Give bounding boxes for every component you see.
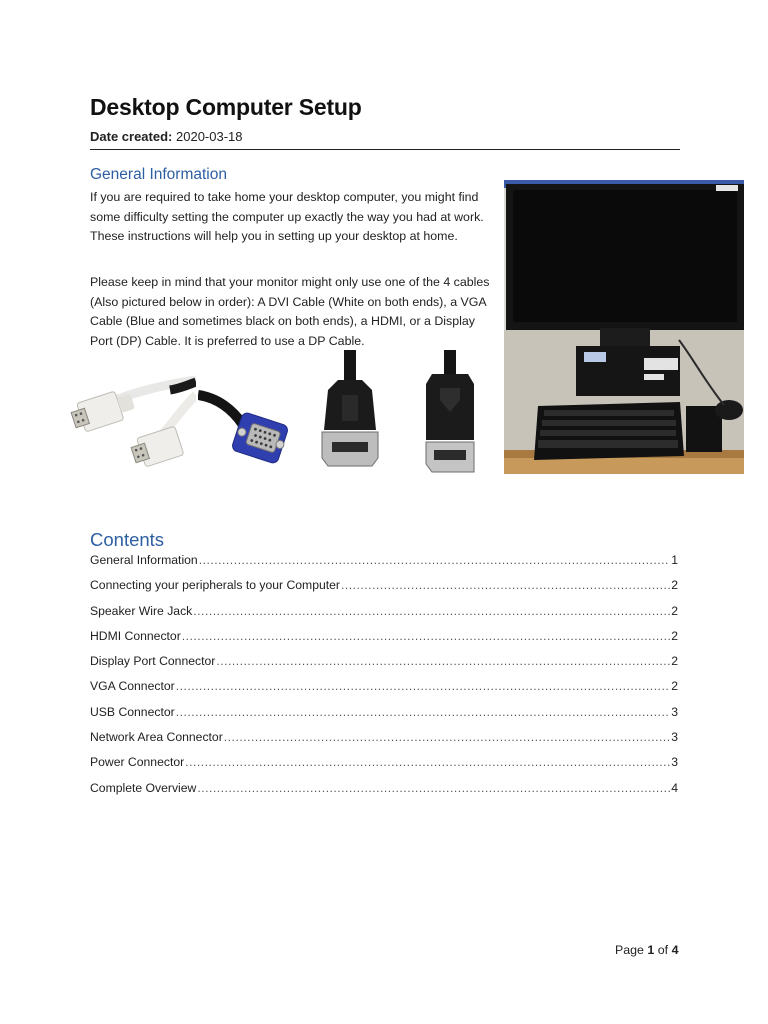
- toc-entry-page[interactable]: 2: [671, 679, 678, 694]
- toc-entry-label[interactable]: Speaker Wire Jack: [90, 603, 193, 618]
- toc-entry-page[interactable]: 3: [671, 755, 678, 770]
- displayport-cable-photo: [410, 350, 490, 475]
- title-rule: [90, 149, 680, 150]
- page-footer: [615, 943, 678, 957]
- toc-leader-dots: [199, 553, 671, 567]
- toc-entry[interactable]: [90, 578, 678, 603]
- toc-entry-label[interactable]: Connecting your peripherals to your Computer: [90, 578, 340, 593]
- toc-entry-label[interactable]: HDMI Connector: [90, 628, 181, 643]
- footer-of-word: of: [657, 943, 669, 957]
- toc-entry[interactable]: [90, 781, 678, 806]
- table-of-contents: [90, 553, 678, 806]
- date-created-label: Date created:: [90, 129, 173, 144]
- toc-entry-page[interactable]: 3: [671, 730, 678, 745]
- toc-leader-dots: [185, 755, 670, 769]
- toc-leader-dots: [224, 730, 670, 744]
- toc-leader-dots: [341, 578, 670, 592]
- dvi-cable-photo: [70, 350, 196, 475]
- toc-entry[interactable]: [90, 654, 678, 679]
- general-paragraph-1: If you are required to take home your desktop computer, you might find some difficulty setting the computer up exactly the way you had at work. These instructions will help you in setting up your desktop at home.: [90, 190, 484, 244]
- footer-page-word: Page: [615, 943, 644, 957]
- toc-entry-label[interactable]: Power Connector: [90, 755, 185, 770]
- footer-total-pages: 4: [671, 943, 679, 957]
- general-paragraph-2: Please keep in mind that your monitor might only use one of the 4 cables (Also pictured below in order): A DVI Cable (White on both ends), a VGA Cable (Blue and sometimes black on both ends), a HDMI, or a Display Port (DP) Cable. It is preferred to use a DP Cable.: [90, 275, 490, 348]
- toc-entry-page[interactable]: 3: [671, 704, 678, 719]
- desktop-computer-photo: [504, 180, 744, 474]
- date-created: [90, 129, 243, 144]
- toc-entry-page[interactable]: 2: [671, 603, 678, 618]
- toc-leader-dots: [176, 705, 671, 719]
- toc-entry-page[interactable]: 2: [671, 578, 678, 593]
- toc-entry-page[interactable]: 4: [671, 780, 678, 795]
- toc-entry-page[interactable]: 1: [671, 553, 678, 567]
- toc-entry[interactable]: [90, 755, 678, 780]
- toc-entry[interactable]: [90, 730, 678, 755]
- vga-cable-photo: [198, 350, 298, 475]
- hdmi-cable-photo: [310, 350, 390, 475]
- toc-entry[interactable]: [90, 553, 678, 578]
- toc-entry-label[interactable]: Complete Overview: [90, 780, 197, 795]
- toc-entry-page[interactable]: 2: [671, 654, 678, 669]
- page-title: Desktop Computer Setup: [90, 94, 362, 120]
- toc-entry-label[interactable]: Network Area Connector: [90, 730, 223, 745]
- toc-entry-label[interactable]: USB Connector: [90, 704, 175, 719]
- toc-leader-dots: [197, 781, 670, 795]
- toc-leader-dots: [176, 679, 671, 693]
- contents-heading: Contents: [90, 529, 165, 550]
- toc-leader-dots: [182, 629, 670, 643]
- toc-entry[interactable]: [90, 679, 678, 704]
- toc-entry[interactable]: [90, 604, 678, 629]
- toc-entry-label[interactable]: Display Port Connector: [90, 654, 216, 669]
- cable-photos: [70, 350, 490, 475]
- toc-entry-label[interactable]: General Information: [90, 553, 198, 567]
- toc-leader-dots: [193, 604, 670, 618]
- toc-entry[interactable]: [90, 705, 678, 730]
- toc-leader-dots: [216, 654, 670, 668]
- toc-entry-page[interactable]: 2: [671, 628, 678, 643]
- date-created-value: 2020-03-18: [176, 129, 243, 144]
- general-information-heading: General Information: [90, 166, 227, 183]
- footer-current-page: 1: [647, 943, 655, 957]
- toc-entry-label[interactable]: VGA Connector: [90, 679, 175, 694]
- toc-entry[interactable]: [90, 629, 678, 654]
